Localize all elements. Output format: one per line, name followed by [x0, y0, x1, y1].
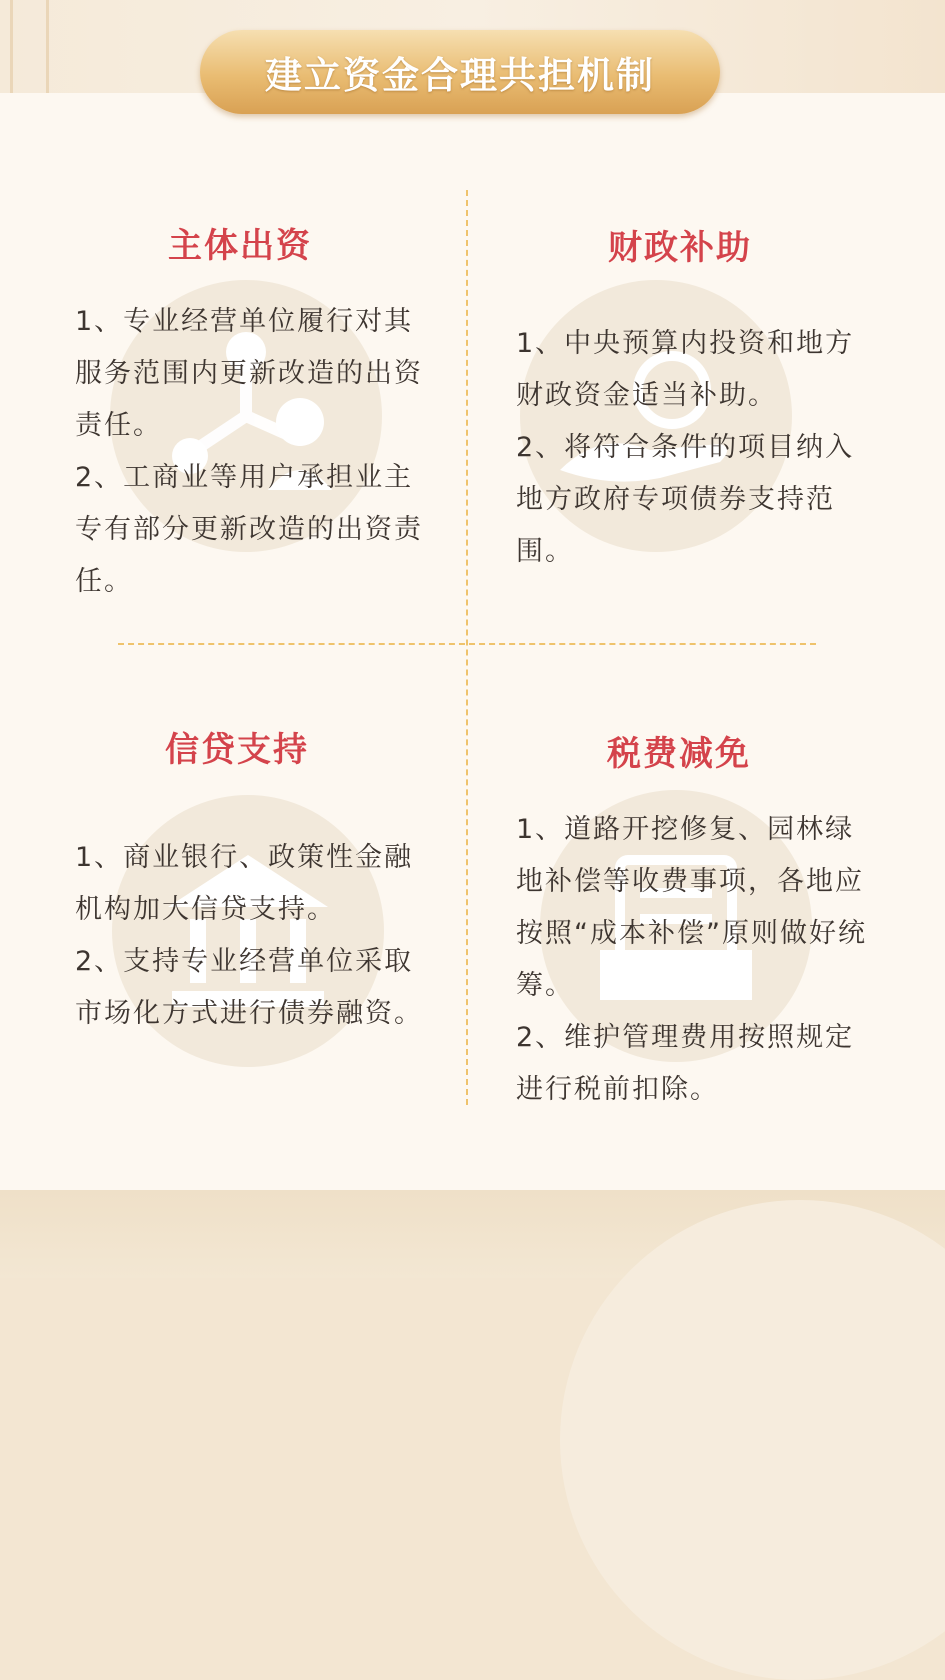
- section-heading: 主体出资: [168, 226, 312, 266]
- page-title: 建立资金合理共担机制: [265, 54, 655, 97]
- section-item: 1、中央预算内投资和地方财政资金适当补助。: [516, 328, 855, 411]
- horizontal-divider: [118, 643, 816, 645]
- section-body: [516, 318, 876, 578]
- section-item: 2、支持专业经营单位采取市场化方式进行债券融资。: [75, 946, 423, 1029]
- vertical-divider: [466, 190, 468, 1105]
- decorative-pillar: [10, 0, 13, 95]
- section-item: 2、维护管理费用按照规定进行税前扣除。: [516, 1022, 855, 1105]
- section-body: [75, 832, 435, 1040]
- section-heading: 税费减免: [607, 734, 751, 774]
- section-item: 2、工商业等用户承担业主专有部分更新改造的出资责任。: [75, 462, 423, 597]
- page-title-banner: [200, 30, 720, 114]
- section-heading: 信贷支持: [165, 730, 309, 770]
- decorative-pillar: [46, 0, 49, 95]
- bottom-band-background: [0, 1190, 945, 1278]
- decorative-arc: [560, 1200, 945, 1680]
- section-item: 2、将符合条件的项目纳入地方政府专项债券支持范围。: [516, 432, 855, 567]
- section-body: [75, 296, 435, 608]
- section-item: 1、专业经营单位履行对其服务范围内更新改造的出资责任。: [75, 306, 423, 441]
- section-heading: 财政补助: [608, 228, 752, 268]
- section-item: 1、商业银行、政策性金融机构加大信贷支持。: [75, 842, 414, 925]
- section-body: [516, 804, 876, 1116]
- section-item: 1、道路开挖修复、园林绿地补偿等收费事项，各地应按照“成本补偿”原则做好统筹。: [516, 814, 867, 1001]
